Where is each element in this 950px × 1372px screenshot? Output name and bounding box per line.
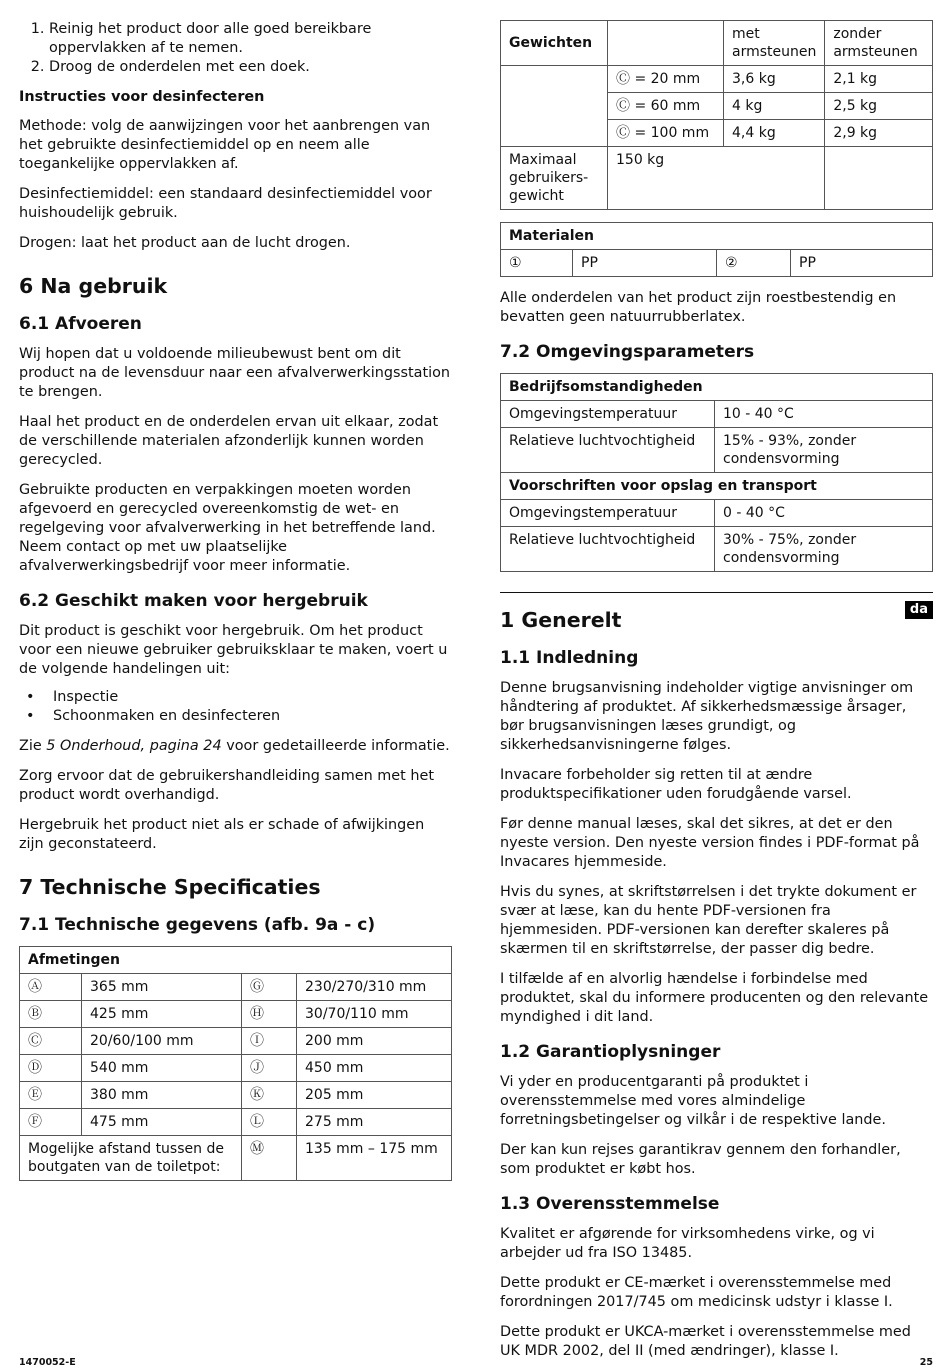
dim-symbol: Ⓘ	[242, 1028, 297, 1055]
cross-reference-link[interactable]: 5 Onderhoud, pagina 24	[46, 738, 222, 754]
dim-symbol: Ⓓ	[20, 1055, 82, 1082]
section-heading-6: 6 Na gebruik	[19, 274, 168, 298]
col-without-armrests: zonder armsteunen	[825, 21, 933, 66]
weights-table	[500, 20, 933, 210]
language-divider	[500, 592, 933, 617]
dim-symbol: Ⓑ	[20, 1001, 82, 1028]
paragraph: Desinfectiemiddel: een standaard desinfectiemiddel voor huishoudelijk gebruik.	[19, 186, 432, 221]
material-symbol: ②	[717, 250, 791, 277]
dim-value: 275 mm	[297, 1109, 452, 1136]
material-value: PP	[573, 250, 717, 277]
table-row	[20, 1136, 452, 1181]
env-header-operation: Bedrijfsomstandigheden	[501, 374, 933, 401]
list-item: 1. Reinig het product door alle goed bereikbare oppervlakken af te nemen.	[49, 20, 452, 58]
dim-value: 380 mm	[82, 1082, 242, 1109]
right-column	[500, 20, 933, 1372]
weight-with: 4 kg	[724, 93, 825, 120]
paragraph: Kvalitet er afgørende for virksomhedens virke, og vi arbejder ud fra ISO 13485.	[500, 1226, 875, 1261]
text: voor gedetailleerde informatie.	[221, 738, 450, 754]
table-row	[20, 1001, 452, 1028]
paragraph: Methode: volg de aanwijzingen voor het aanbrengen van het gebruikte desinfectiemiddel op en neem alle toegankelijke oppervlakken af.	[19, 118, 431, 172]
bullet-list	[19, 688, 452, 726]
material-value: PP	[791, 250, 933, 277]
paragraph: Hergebruik het product niet als er schade of afwijkingen zijn geconstateerd.	[19, 817, 425, 852]
material-symbol: ①	[501, 250, 573, 277]
document-number: 1470052-E	[19, 1357, 76, 1368]
materials-table	[500, 222, 933, 277]
dimensions-table	[19, 946, 452, 1181]
weight-without: 2,1 kg	[825, 66, 933, 93]
list-item: • Schoonmaken en desinfecteren	[19, 707, 452, 726]
paragraph: Denne brugsanvisning indeholder vigtige anvisninger om håndtering af produktet. Af sikkerhedsmæssige årsager, bør brugsanvisningen læses grundigt, og sikkerhedsanvisningerne følges.	[500, 680, 914, 753]
weight-config: Ⓒ = 60 mm	[608, 93, 724, 120]
dim-value: 230/270/310 mm	[297, 974, 452, 1001]
language-tag: da	[905, 601, 933, 619]
dim-symbol: Ⓐ	[20, 974, 82, 1001]
weights-header: Gewichten	[501, 21, 608, 66]
paragraph: Dit product is geschikt voor hergebruik. Om het product voor een nieuwe gebruiker gebruiksklaar te maken, voert u de volgende handelingen uit:	[19, 623, 448, 677]
text: Zie	[19, 738, 47, 754]
subsection-heading-6-1: 6.1 Afvoeren	[19, 314, 142, 334]
table-row	[501, 66, 933, 93]
paragraph: Gebruikte producten en verpakkingen moeten worden afgevoerd en gerecycled overeenkomstig de wet- en regelgeving voor afvalverwerking in het betreffende land. Neem contact op met uw plaatselijke afvalverwerkingsbedrijf voor meer informatie.	[19, 482, 436, 574]
env-key: Relatieve luchtvochtigheid	[501, 527, 715, 572]
paragraph: Vi yder en producentgaranti på produktet i overensstemmelse med vores almindelige forretningsbetingelser og vilkår i de respektive lande.	[500, 1074, 886, 1128]
section-heading-7: 7 Technische Specificaties	[19, 875, 321, 899]
paragraph: Drogen: laat het product aan de lucht drogen.	[19, 235, 351, 251]
dim-symbol: Ⓕ	[20, 1109, 82, 1136]
table-row	[501, 527, 933, 572]
dim-symbol: Ⓔ	[20, 1082, 82, 1109]
paragraph: Før denne manual læses, skal det sikres, at det er den nyeste version. Den nyeste version findes i PDF-format på Invacares hjemmeside.	[500, 816, 920, 870]
table-row	[501, 401, 933, 428]
env-value: 0 - 40 °C	[715, 500, 933, 527]
table-row	[501, 428, 933, 473]
table-row	[20, 1109, 452, 1136]
paragraph: Dette produkt er UKCA-mærket i overensstemmelse med UK MDR 2002, del II (med ændringer), klasse I.	[500, 1324, 911, 1359]
dim-symbol: Ⓖ	[242, 974, 297, 1001]
dimensions-header: Afmetingen	[20, 947, 452, 974]
dim-symbol: Ⓗ	[242, 1001, 297, 1028]
weight-without: 2,5 kg	[825, 93, 933, 120]
dim-value: 450 mm	[297, 1055, 452, 1082]
weight-without: 2,9 kg	[825, 120, 933, 147]
env-key: Omgevingstemperatuur	[501, 500, 715, 527]
subsection-heading-da-1-1: 1.1 Indledning	[500, 648, 639, 668]
table-row	[501, 250, 933, 277]
dim-value: 365 mm	[82, 974, 242, 1001]
left-column	[19, 20, 452, 1193]
section-heading-da-1: 1 Generelt	[500, 608, 622, 632]
weight-with: 3,6 kg	[724, 66, 825, 93]
env-header-storage: Voorschriften voor opslag en transport	[501, 473, 933, 500]
paragraph: Hvis du synes, at skriftstørrelsen i det trykte dokument er svær at læse, kan du hente PDF-versionen fra hjemmesiden. PDF-versionen kan derefter skaleres på skærmen til en skriftstørrelse, der passer dig bedre.	[500, 884, 917, 957]
env-value: 10 - 40 °C	[715, 401, 933, 428]
dim-value: 475 mm	[82, 1109, 242, 1136]
paragraph: Wij hopen dat u voldoende milieubewust bent om dit product na de levensduur naar een afvalverwerkingsstation te brengen.	[19, 346, 451, 400]
subsection-heading-7-1: 7.1 Technische gegevens (afb. 9a - c)	[19, 915, 376, 935]
materials-header: Materialen	[501, 223, 933, 250]
env-key: Omgevingstemperatuur	[501, 401, 715, 428]
table-cell	[825, 147, 933, 210]
env-key: Relatieve luchtvochtigheid	[501, 428, 715, 473]
paragraph: Dette produkt er CE-mærket i overensstemmelse med forordningen 2017/745 om medicinsk udstyr i klasse I.	[500, 1275, 893, 1310]
paragraph: Alle onderdelen van het product zijn roestbestendig en bevatten geen natuurrubberlatex.	[500, 290, 897, 325]
dim-symbol: Ⓙ	[242, 1055, 297, 1082]
dim-value: 425 mm	[82, 1001, 242, 1028]
list-item: 2. Droog de onderdelen met een doek.	[49, 58, 452, 77]
table-row	[20, 974, 452, 1001]
table-row	[501, 147, 933, 210]
list-item: • Inspectie	[19, 688, 452, 707]
max-user-weight-label: Maximaal gebruikers-gewicht	[501, 147, 608, 210]
dim-value: 205 mm	[297, 1082, 452, 1109]
table-cell	[501, 66, 608, 147]
dim-value: 30/70/110 mm	[297, 1001, 452, 1028]
dim-symbol: Ⓒ	[20, 1028, 82, 1055]
environment-table	[500, 373, 933, 572]
page-number: 25	[919, 1357, 933, 1368]
dim-symbol: Ⓛ	[242, 1109, 297, 1136]
dim-value: 135 mm – 175 mm	[297, 1136, 452, 1181]
col-with-armrests: met armsteunen	[724, 21, 825, 66]
table-row	[20, 1082, 452, 1109]
weight-config: Ⓒ = 20 mm	[608, 66, 724, 93]
weight-with: 4,4 kg	[724, 120, 825, 147]
paragraph: I tilfælde af en alvorlig hændelse i forbindelse med produktet, skal du informere producenten og den relevante myndighed i dit land.	[500, 971, 929, 1025]
table-cell	[608, 21, 724, 66]
cleaning-steps	[19, 20, 452, 77]
table-row	[20, 1055, 452, 1082]
dim-value: 540 mm	[82, 1055, 242, 1082]
env-value: 15% - 93%, zonder condensvorming	[715, 428, 933, 473]
dim-symbol: Ⓜ	[242, 1136, 297, 1181]
disinfect-heading: Instructies voor desinfecteren	[19, 89, 265, 105]
paragraph: Zorg ervoor dat de gebruikershandleiding samen met het product wordt overhandigd.	[19, 768, 434, 803]
dim-label: Mogelijke afstand tussen de boutgaten van de toiletpot:	[20, 1136, 242, 1181]
dim-value: 20/60/100 mm	[82, 1028, 242, 1055]
max-user-weight-value: 150 kg	[608, 147, 825, 210]
subsection-heading-da-1-3: 1.3 Overensstemmelse	[500, 1194, 720, 1214]
table-row	[501, 21, 933, 66]
subsection-heading-da-1-2: 1.2 Garantioplysninger	[500, 1042, 721, 1062]
paragraph: Haal het product en de onderdelen ervan uit elkaar, zodat de verschillende materialen afzonderlijk kunnen worden gerecycled.	[19, 414, 439, 468]
paragraph: Invacare forbeholder sig retten til at ændre produktspecifikationer uden forudgående varsel.	[500, 767, 852, 802]
weight-config: Ⓒ = 100 mm	[608, 120, 724, 147]
env-value: 30% - 75%, zonder condensvorming	[715, 527, 933, 572]
dim-symbol: Ⓚ	[242, 1082, 297, 1109]
dim-value: 200 mm	[297, 1028, 452, 1055]
table-row	[20, 1028, 452, 1055]
subsection-heading-6-2: 6.2 Geschikt maken voor hergebruik	[19, 591, 368, 611]
table-row	[501, 500, 933, 527]
paragraph: Der kan kun rejses garantikrav gennem den forhandler, som produktet er købt hos.	[500, 1142, 901, 1177]
subsection-heading-7-2: 7.2 Omgevingsparameters	[500, 342, 755, 362]
paragraph	[19, 737, 452, 756]
